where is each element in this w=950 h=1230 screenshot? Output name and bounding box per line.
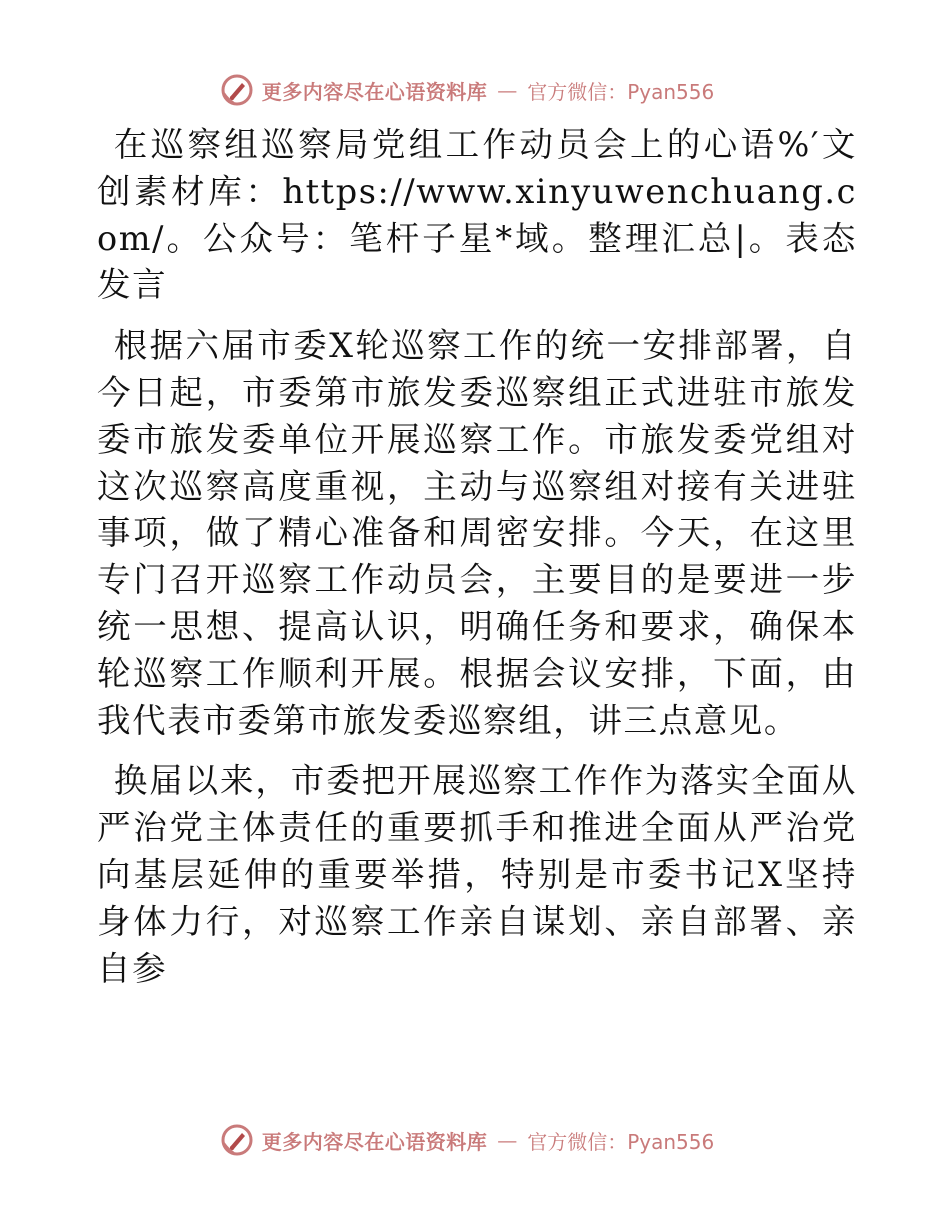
footer-banner-inner <box>220 1123 715 1157</box>
paragraph-background: 换届以来，市委把开展巡察工作作为落实全面从严治党主体责任的重要抓手和推进全面从严治党向基层延伸的重要举措，特别是市委书记X坚持身体力行，对巡察工作亲自谋划、亲自部署、亲自参 <box>97 761 857 988</box>
footer-wechat-text: 官方微信：Pyan556 <box>527 1129 715 1154</box>
header-banner <box>0 68 950 112</box>
footer-banner-dash: — <box>497 1128 518 1152</box>
header-banner-inner <box>220 73 715 107</box>
footer-banner-text: 更多内容尽在心语资料库 <box>261 1129 488 1154</box>
document-body <box>97 122 857 992</box>
header-banner-text: 更多内容尽在心语资料库 <box>261 79 488 104</box>
footer-banner <box>0 1118 950 1162</box>
header-banner-dash: — <box>497 78 518 102</box>
paragraph-title: 在巡察组巡察局党组工作动员会上的心语%′文创素材库：https://www.xinyuwenchuang.com/。公众号：笔杆子星*域。整理汇总|。表态发言 <box>97 125 857 305</box>
logo-icon <box>220 73 254 107</box>
logo-icon <box>220 1123 254 1157</box>
header-wechat-text: 官方微信：Pyan556 <box>527 79 715 104</box>
paragraph-intro: 根据六届市委X轮巡察工作的统一安排部署，自今日起，市委第市旅发委巡察组正式进驻市旅发委市旅发委单位开展巡察工作。市旅发委党组对这次巡察高度重视，主动与巡察组对接有关进驻事项，做了精心准备和周密安排。今天，在这里专门召开巡察工作动员会，主要目的是要进一步统一思想、提高认识，明确任务和要求，确保本轮巡察工作顺利开展。根据会议安排，下面，由我代表市委第市旅发委巡察组，讲三点意见。 <box>97 326 857 740</box>
